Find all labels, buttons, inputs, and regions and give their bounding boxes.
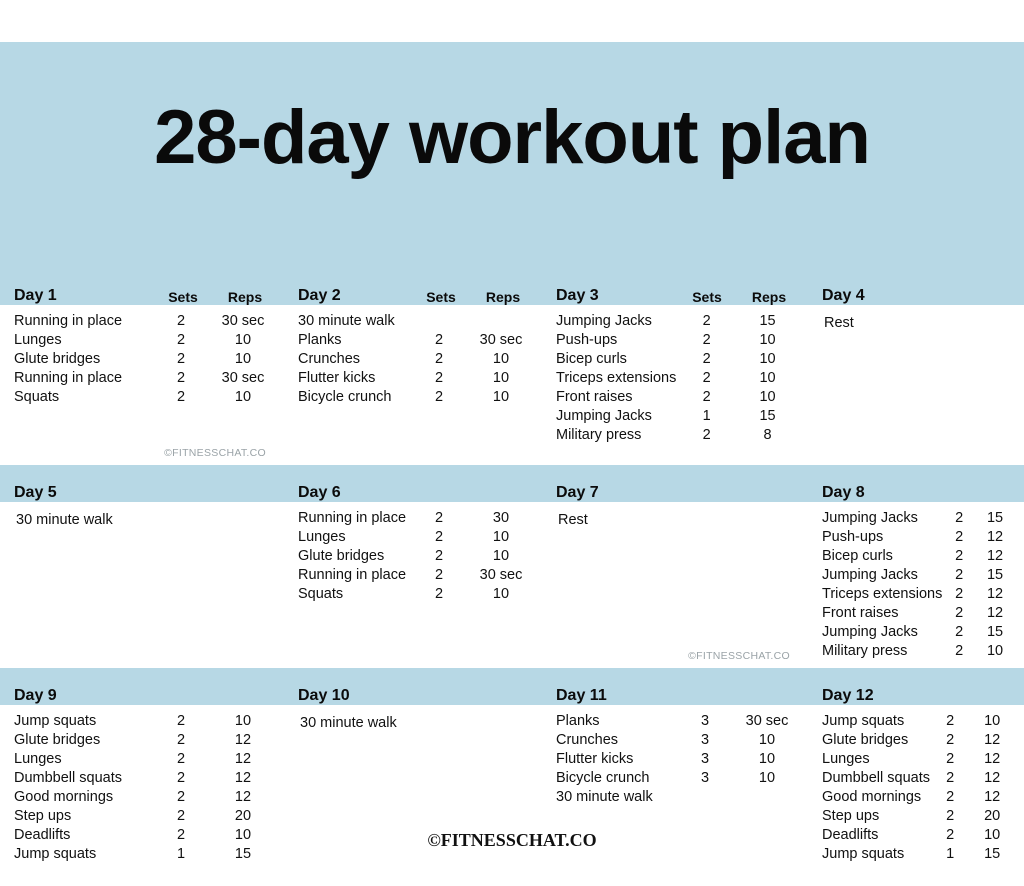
day-content-8 (808, 502, 1024, 668)
page-title: 28-day workout plan (154, 95, 870, 180)
exercise-sets: 3 (700, 770, 710, 786)
exercise-name: Deadlifts (822, 827, 879, 843)
exercise-sets: 2 (176, 732, 186, 748)
day-content-5 (0, 502, 284, 668)
exercise-reps: 10 (759, 389, 776, 405)
exercise-row (552, 732, 798, 751)
exercise-sets: 1 (176, 846, 186, 862)
exercise-sets: 2 (946, 732, 955, 748)
exercise-row (818, 586, 1014, 605)
exercise-reps: 12 (984, 751, 1001, 767)
day-label: Day 4 (822, 287, 865, 304)
exercise-name: Glute bridges (822, 732, 909, 748)
exercise-sets: 2 (946, 827, 955, 843)
exercise-reps: 12 (984, 732, 1001, 748)
exercise-sets: 2 (955, 586, 964, 602)
exercise-name: Flutter kicks (556, 751, 634, 767)
exercise-name: Glute bridges (298, 548, 385, 564)
exercise-sets: 2 (434, 529, 444, 545)
day-header-1 (0, 278, 284, 305)
exercise-reps (470, 313, 532, 332)
exercise-row (294, 351, 532, 370)
day-card-7 (542, 475, 808, 668)
exercise-name: Crunches (298, 351, 361, 367)
exercise-reps: 10 (758, 770, 776, 786)
exercise-reps: 12 (984, 770, 1001, 786)
exercise-row (10, 732, 274, 751)
exercise-sets: 2 (955, 567, 964, 583)
exercise-name: Front raises (556, 389, 633, 405)
exercise-sets: 2 (176, 313, 186, 329)
exercise-reps: 15 (234, 846, 252, 862)
exercise-reps: 10 (234, 351, 252, 367)
exercise-row (818, 732, 1014, 751)
day-label: Day 1 (14, 287, 57, 304)
exercise-reps: 10 (492, 548, 510, 564)
exercise-row (818, 789, 1014, 808)
exercise-reps: 8 (763, 427, 772, 443)
exercise-reps: 20 (984, 808, 1001, 824)
exercise-reps: 10 (759, 370, 776, 386)
exercise-name: Step ups (822, 808, 880, 824)
exercise-row (552, 332, 798, 351)
sets-column-header: Sets (426, 289, 456, 305)
exercise-sets: 3 (700, 732, 710, 748)
exercise-reps: 30 sec (479, 567, 523, 583)
exercise-name: Bicep curls (556, 351, 627, 367)
exercise-sets: 2 (946, 808, 955, 824)
exercise-reps: 30 sec (479, 332, 523, 348)
exercise-reps: 15 (986, 510, 1004, 526)
exercise-row (294, 529, 532, 548)
day-header-8 (808, 475, 1024, 502)
day-content-6 (284, 502, 542, 668)
exercise-row (552, 351, 798, 370)
exercise-name: Jump squats (14, 713, 97, 729)
exercise-name: Jump squats (822, 713, 905, 729)
exercise-sets: 2 (955, 510, 964, 526)
exercise-table (294, 313, 532, 408)
exercise-table (818, 510, 1014, 662)
exercise-table (10, 313, 274, 408)
exercise-sets: 1 (702, 408, 711, 424)
exercise-sets: 2 (955, 529, 964, 545)
exercise-sets: 2 (955, 643, 964, 659)
exercise-sets: 1 (946, 846, 955, 862)
exercise-reps (736, 789, 798, 808)
exercise-name: Bicycle crunch (556, 770, 650, 786)
exercise-reps: 10 (234, 827, 252, 843)
exercise-name: Good mornings (822, 789, 922, 805)
exercise-row (552, 313, 798, 332)
exercise-sets: 2 (176, 713, 186, 729)
day-header-9 (0, 678, 284, 705)
exercise-row (10, 313, 274, 332)
day-card-5 (0, 475, 284, 668)
exercise-reps: 12 (234, 789, 252, 805)
exercise-name: Military press (822, 643, 908, 659)
exercise-row (552, 370, 798, 389)
exercise-sets: 2 (702, 389, 711, 405)
exercise-name: Lunges (14, 751, 62, 767)
exercise-name: Squats (14, 389, 60, 405)
exercise-sets: 2 (176, 332, 186, 348)
exercise-sets: 2 (946, 770, 955, 786)
exercise-name: Crunches (556, 732, 619, 748)
exercise-row (818, 624, 1014, 643)
rest-text: 30 minute walk (300, 715, 397, 731)
exercise-name: Planks (556, 713, 600, 729)
exercise-reps: 10 (492, 586, 510, 602)
exercise-row (10, 389, 274, 408)
exercise-sets: 2 (176, 751, 186, 767)
day-header-6 (284, 475, 542, 502)
exercise-reps: 10 (986, 643, 1004, 659)
exercise-sets: 2 (946, 713, 955, 729)
exercise-reps: 30 sec (745, 713, 789, 729)
exercise-reps: 10 (984, 713, 1001, 729)
exercise-row (818, 808, 1014, 827)
day-header-11 (542, 678, 808, 705)
exercise-reps: 30 (492, 510, 510, 526)
exercise-sets: 2 (176, 827, 186, 843)
exercise-name: Push-ups (822, 529, 884, 545)
exercise-row (552, 770, 798, 789)
exercise-sets: 2 (434, 510, 444, 526)
exercise-sets: 2 (176, 789, 186, 805)
exercise-row (552, 408, 798, 427)
row-gap (0, 465, 1024, 475)
exercise-row (818, 510, 1014, 529)
exercise-table (552, 713, 798, 808)
exercise-name: Bicycle crunch (298, 389, 392, 405)
exercise-row (10, 370, 274, 389)
exercise-row (818, 713, 1014, 732)
rest-text: 30 minute walk (16, 512, 113, 528)
exercise-table (552, 313, 798, 446)
exercise-sets: 2 (434, 567, 444, 583)
day-label: Day 8 (822, 484, 865, 501)
exercise-name: Lunges (298, 529, 346, 545)
exercise-sets: 2 (176, 389, 186, 405)
exercise-reps: 10 (758, 751, 776, 767)
exercise-sets (674, 789, 736, 808)
exercise-row (294, 586, 532, 605)
exercise-sets: 2 (702, 427, 711, 443)
exercise-name: Running in place (14, 370, 123, 386)
exercise-reps: 12 (986, 605, 1004, 621)
exercise-reps: 10 (234, 713, 252, 729)
exercise-row (10, 808, 274, 827)
exercise-sets: 2 (434, 586, 444, 602)
exercise-reps: 15 (986, 624, 1004, 640)
exercise-sets: 3 (700, 713, 710, 729)
day-content-3 (542, 305, 808, 465)
exercise-sets: 2 (176, 370, 186, 386)
exercise-name: 30 minute walk (298, 313, 395, 329)
exercise-row (818, 605, 1014, 624)
exercise-name: Glute bridges (14, 351, 101, 367)
day-content-1 (0, 305, 284, 465)
exercise-row (552, 427, 798, 446)
exercise-name: Bicep curls (822, 548, 893, 564)
exercise-name: Dumbbell squats (822, 770, 930, 786)
day-header-2 (284, 278, 542, 305)
exercise-sets: 2 (434, 332, 444, 348)
exercise-name: Push-ups (556, 332, 618, 348)
exercise-row (294, 332, 532, 351)
exercise-reps: 12 (986, 586, 1004, 602)
exercise-row (10, 351, 274, 370)
exercise-sets: 2 (176, 351, 186, 367)
exercise-row (818, 529, 1014, 548)
sets-column-header: Sets (692, 289, 722, 305)
exercise-reps: 20 (234, 808, 252, 824)
day-content-7 (542, 502, 808, 668)
exercise-sets: 2 (955, 605, 964, 621)
day-card-3 (542, 278, 808, 465)
day-header-3 (542, 278, 808, 305)
day-header-12 (808, 678, 1024, 705)
exercise-reps: 15 (986, 567, 1004, 583)
exercise-reps: 10 (492, 389, 510, 405)
exercise-reps: 12 (234, 732, 252, 748)
exercise-name: Good mornings (14, 789, 114, 805)
exercise-row (10, 789, 274, 808)
exercise-row (10, 332, 274, 351)
day-content-4 (808, 305, 1024, 465)
day-header-4 (808, 278, 1024, 305)
exercise-row (552, 389, 798, 408)
exercise-name: Running in place (14, 313, 123, 329)
rest-text: Rest (558, 512, 588, 528)
exercise-row (294, 389, 532, 408)
exercise-reps: 10 (492, 351, 510, 367)
exercise-name: Jumping Jacks (822, 510, 918, 526)
exercise-reps: 15 (984, 846, 1001, 862)
exercise-reps: 10 (492, 529, 510, 545)
exercise-name: Deadlifts (14, 827, 71, 843)
exercise-reps: 12 (234, 751, 252, 767)
exercise-name: Jumping Jacks (556, 313, 652, 329)
exercise-row (10, 770, 274, 789)
day-header-5 (0, 475, 284, 502)
exercise-sets: 2 (176, 808, 186, 824)
exercise-row (818, 770, 1014, 789)
exercise-name: Jumping Jacks (822, 624, 918, 640)
sets-column-header: Sets (168, 289, 198, 305)
exercise-sets: 2 (434, 389, 444, 405)
exercise-row (294, 313, 532, 332)
exercise-row (294, 510, 532, 529)
exercise-sets (408, 313, 470, 332)
exercise-table (294, 510, 532, 605)
day-label: Day 5 (14, 484, 57, 501)
exercise-name: Lunges (14, 332, 62, 348)
exercise-name: Jump squats (822, 846, 905, 862)
exercise-reps: 15 (759, 408, 776, 424)
day-card-8 (808, 475, 1024, 668)
exercise-name: Front raises (822, 605, 899, 621)
exercise-row (818, 548, 1014, 567)
day-label: Day 2 (298, 287, 341, 304)
day-label: Day 3 (556, 287, 599, 304)
exercise-sets: 2 (702, 351, 711, 367)
exercise-sets: 2 (434, 351, 444, 367)
exercise-name: Flutter kicks (298, 370, 376, 386)
reps-column-header: Reps (485, 289, 521, 305)
exercise-name: Lunges (822, 751, 870, 767)
day-content-2 (284, 305, 542, 465)
card-watermark: ©FITNESSCHAT.CO (688, 650, 790, 662)
exercise-reps: 10 (492, 370, 510, 386)
day-label: Day 11 (556, 687, 607, 704)
exercise-reps: 15 (759, 313, 776, 329)
exercise-row (818, 643, 1014, 662)
rest-text: Rest (824, 315, 854, 331)
exercise-reps: 30 sec (221, 313, 265, 329)
exercise-name: Triceps extensions (556, 370, 677, 386)
day-label: Day 12 (822, 687, 874, 704)
exercise-name: 30 minute walk (556, 789, 653, 805)
exercise-sets: 2 (176, 770, 186, 786)
exercise-row (10, 751, 274, 770)
exercise-reps: 12 (986, 548, 1004, 564)
exercise-name: Military press (556, 427, 642, 443)
exercise-row (552, 789, 798, 808)
exercise-row (10, 713, 274, 732)
exercise-row (294, 548, 532, 567)
exercise-row (294, 567, 532, 586)
exercise-name: Step ups (14, 808, 72, 824)
exercise-sets: 2 (702, 332, 711, 348)
exercise-sets: 2 (702, 313, 711, 329)
exercise-row (294, 370, 532, 389)
days-row-2 (0, 475, 1024, 668)
exercise-sets: 2 (946, 789, 955, 805)
exercise-sets: 3 (700, 751, 710, 767)
exercise-name: Planks (298, 332, 342, 348)
exercise-reps: 10 (759, 351, 776, 367)
day-card-2 (284, 278, 542, 465)
row-gap (0, 668, 1024, 678)
exercise-reps: 12 (984, 789, 1001, 805)
exercise-name: Jump squats (14, 846, 97, 862)
exercise-sets: 2 (434, 548, 444, 564)
day-header-7 (542, 475, 808, 502)
day-label: Day 9 (14, 687, 57, 704)
exercise-row (818, 567, 1014, 586)
exercise-sets: 2 (946, 751, 955, 767)
exercise-row (818, 751, 1014, 770)
exercise-row (552, 713, 798, 732)
day-label: Day 6 (298, 484, 341, 501)
exercise-sets: 2 (955, 624, 964, 640)
exercise-sets: 2 (702, 370, 711, 386)
exercise-name: Jumping Jacks (822, 567, 918, 583)
exercise-sets: 2 (434, 370, 444, 386)
reps-column-header: Reps (227, 289, 263, 305)
footer-watermark: ©FITNESSCHAT.CO (427, 830, 597, 850)
exercise-reps: 12 (986, 529, 1004, 545)
exercise-reps: 10 (758, 732, 776, 748)
exercise-row (552, 751, 798, 770)
exercise-reps: 10 (984, 827, 1001, 843)
exercise-reps: 30 sec (221, 370, 265, 386)
day-card-1 (0, 278, 284, 465)
reps-column-header: Reps (751, 289, 787, 305)
exercise-name: Dumbbell squats (14, 770, 122, 786)
day-header-10 (284, 678, 542, 705)
day-label: Day 7 (556, 484, 599, 501)
day-card-4 (808, 278, 1024, 465)
days-row-1 (0, 278, 1024, 465)
exercise-name: Running in place (298, 510, 407, 526)
days-grid (0, 278, 1024, 871)
exercise-name: Squats (298, 586, 344, 602)
exercise-reps: 12 (234, 770, 252, 786)
exercise-reps: 10 (234, 389, 252, 405)
exercise-reps: 10 (234, 332, 252, 348)
day-label: Day 10 (298, 687, 350, 704)
day-card-6 (284, 475, 542, 668)
exercise-name: Running in place (298, 567, 407, 583)
card-watermark: ©FITNESSCHAT.CO (164, 447, 266, 459)
exercise-name: Triceps extensions (822, 586, 943, 602)
exercise-name: Glute bridges (14, 732, 101, 748)
exercise-name: Jumping Jacks (556, 408, 652, 424)
exercise-sets: 2 (955, 548, 964, 564)
exercise-reps: 10 (759, 332, 776, 348)
